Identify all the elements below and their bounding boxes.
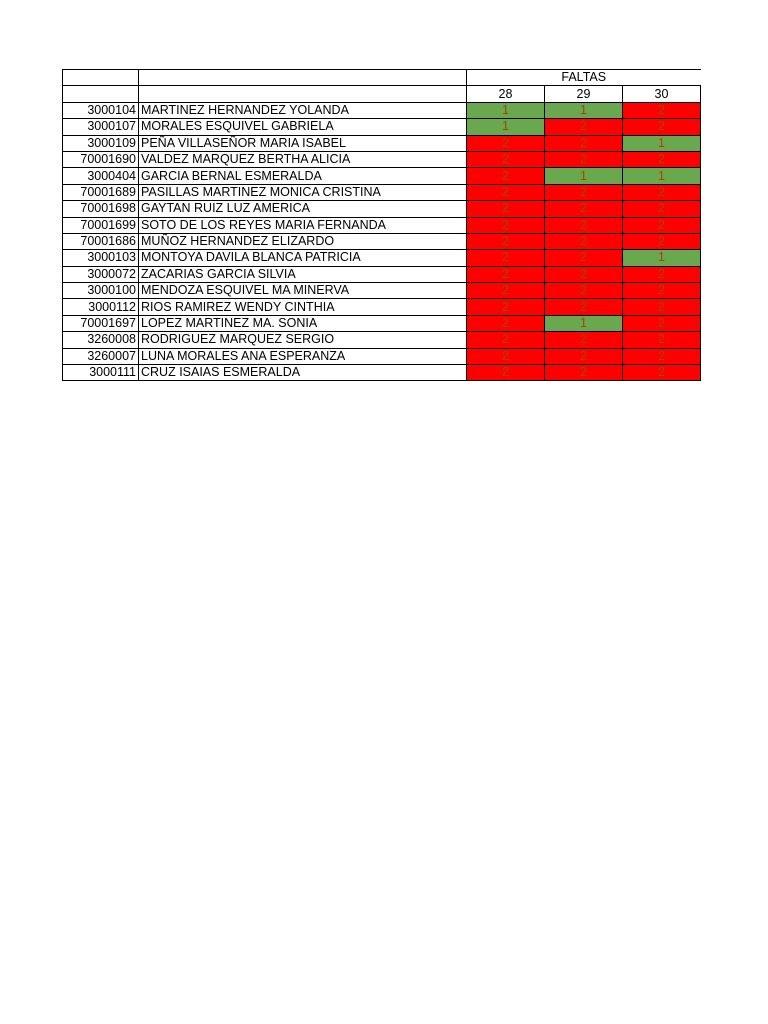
employee-name-cell[interactable]: MARTINEZ HERNANDEZ YOLANDA [139,102,467,118]
table-row [63,217,701,233]
absence-value-cell[interactable]: 2 [623,233,701,249]
table-row [63,201,701,217]
employee-name-cell[interactable]: MONTOYA DAVILA BLANCA PATRICIA [139,250,467,266]
table-row [63,332,701,348]
employee-id-cell[interactable]: 3000103 [63,250,139,266]
employee-id-cell[interactable]: 3000104 [63,102,139,118]
absence-value-cell[interactable]: 2 [467,299,545,315]
employee-name-cell[interactable]: SOTO DE LOS REYES MARIA FERNANDA [139,217,467,233]
absence-value-cell[interactable]: 2 [623,283,701,299]
table-row [63,283,701,299]
employee-name-cell[interactable]: GARCIA BERNAL ESMERALDA [139,168,467,184]
absence-value-cell[interactable]: 2 [467,348,545,364]
attendance-table [62,69,701,381]
absence-value-cell[interactable]: 2 [467,332,545,348]
absence-value-cell[interactable]: 2 [545,348,623,364]
absence-value-cell[interactable]: 2 [545,250,623,266]
employee-name-cell[interactable]: CRUZ ISAIAS ESMERALDA [139,365,467,381]
absence-value-cell[interactable]: 2 [545,151,623,167]
employee-name-cell[interactable]: LUNA MORALES ANA ESPERANZA [139,348,467,364]
table-row [63,315,701,331]
employee-name-cell[interactable]: MENDOZA ESQUIVEL MA MINERVA [139,283,467,299]
employee-id-cell[interactable]: 3000112 [63,299,139,315]
absence-value-cell[interactable]: 2 [623,365,701,381]
absence-value-cell[interactable]: 1 [623,168,701,184]
table-row [63,151,701,167]
day-header-29: 29 [545,86,623,102]
table-row [63,266,701,282]
table-row [63,348,701,364]
attendance-table-body [63,70,701,381]
absence-value-cell[interactable]: 2 [623,348,701,364]
absence-value-cell[interactable]: 2 [467,250,545,266]
absence-value-cell[interactable]: 1 [623,250,701,266]
absence-value-cell[interactable]: 2 [467,135,545,151]
absence-value-cell[interactable]: 2 [467,151,545,167]
employee-name-cell[interactable]: PEÑA VILLASEÑOR MARIA ISABEL [139,135,467,151]
employee-id-cell[interactable]: 70001697 [63,315,139,331]
table-row [63,365,701,381]
employee-id-cell[interactable]: 3000111 [63,365,139,381]
table-row [63,168,701,184]
employee-id-cell[interactable]: 70001686 [63,233,139,249]
employee-id-cell[interactable]: 70001690 [63,151,139,167]
absence-value-cell[interactable]: 2 [545,184,623,200]
day-header-30: 30 [623,86,701,102]
absence-value-cell[interactable]: 2 [623,151,701,167]
absence-value-cell[interactable]: 2 [467,365,545,381]
absence-value-cell[interactable]: 2 [467,168,545,184]
employee-name-cell[interactable]: MORALES ESQUIVEL GABRIELA [139,119,467,135]
absence-value-cell[interactable]: 2 [545,233,623,249]
employee-id-cell[interactable]: 70001689 [63,184,139,200]
absence-value-cell[interactable]: 2 [623,266,701,282]
header-id-cell [63,70,139,86]
absence-value-cell[interactable]: 2 [467,266,545,282]
employee-name-cell[interactable]: LOPEZ MARTINEZ MA. SONIA [139,315,467,331]
absence-value-cell[interactable]: 1 [467,119,545,135]
table-row [63,184,701,200]
employee-name-cell[interactable]: RODRIGUEZ MARQUEZ SERGIO [139,332,467,348]
absence-value-cell[interactable]: 2 [467,315,545,331]
employee-id-cell[interactable]: 3000404 [63,168,139,184]
table-row [63,119,701,135]
header-name-cell-2 [139,86,467,102]
employee-name-cell[interactable]: PASILLAS MARTINEZ MONICA CRISTINA [139,184,467,200]
absence-value-cell[interactable]: 1 [545,315,623,331]
absence-value-cell[interactable]: 2 [545,217,623,233]
absence-value-cell[interactable]: 2 [545,365,623,381]
absence-value-cell[interactable]: 2 [623,217,701,233]
table-row [63,135,701,151]
header-id-cell-2 [63,86,139,102]
absence-value-cell[interactable]: 2 [623,299,701,315]
employee-name-cell[interactable]: ZACARIAS GARCIA SILVIA [139,266,467,282]
absence-value-cell[interactable]: 2 [623,315,701,331]
employee-id-cell[interactable]: 3000100 [63,283,139,299]
absence-value-cell[interactable]: 2 [467,184,545,200]
absence-value-cell[interactable]: 2 [623,184,701,200]
employee-id-cell[interactable]: 3000109 [63,135,139,151]
employee-name-cell[interactable]: VALDEZ MARQUEZ BERTHA ALICIA [139,151,467,167]
absence-value-cell[interactable]: 2 [467,233,545,249]
faltas-header: FALTAS [467,70,701,86]
employee-id-cell[interactable]: 3260008 [63,332,139,348]
absence-value-cell[interactable]: 2 [467,217,545,233]
table-row [63,299,701,315]
absence-value-cell[interactable]: 2 [545,283,623,299]
absence-value-cell[interactable]: 2 [467,283,545,299]
employee-id-cell[interactable]: 70001698 [63,201,139,217]
header-row-faltas [63,70,701,86]
employee-id-cell[interactable]: 3000107 [63,119,139,135]
employee-id-cell[interactable]: 70001699 [63,217,139,233]
absence-value-cell[interactable]: 1 [623,135,701,151]
absence-value-cell[interactable]: 2 [545,266,623,282]
absence-value-cell[interactable]: 2 [545,332,623,348]
employee-id-cell[interactable]: 3260007 [63,348,139,364]
absence-value-cell[interactable]: 1 [545,102,623,118]
employee-id-cell[interactable]: 3000072 [63,266,139,282]
absence-value-cell[interactable]: 2 [545,201,623,217]
absence-value-cell[interactable]: 2 [545,119,623,135]
header-name-cell [139,70,467,86]
absence-value-cell[interactable]: 2 [623,119,701,135]
table-row [63,233,701,249]
table-row [63,102,701,118]
header-row-days [63,86,701,102]
absence-value-cell[interactable]: 1 [467,102,545,118]
absence-value-cell[interactable]: 2 [623,102,701,118]
absence-value-cell[interactable]: 2 [545,135,623,151]
day-header-28: 28 [467,86,545,102]
employee-name-cell[interactable]: MUÑOZ HERNANDEZ ELIZARDO [139,233,467,249]
absence-value-cell[interactable]: 2 [545,299,623,315]
employee-name-cell[interactable]: RIOS RAMIREZ WENDY CINTHIA [139,299,467,315]
absence-value-cell[interactable]: 2 [623,201,701,217]
absence-value-cell[interactable]: 2 [623,332,701,348]
employee-name-cell[interactable]: GAYTAN RUIZ LUZ AMERICA [139,201,467,217]
absence-value-cell[interactable]: 1 [545,168,623,184]
table-row [63,250,701,266]
absence-value-cell[interactable]: 2 [467,201,545,217]
